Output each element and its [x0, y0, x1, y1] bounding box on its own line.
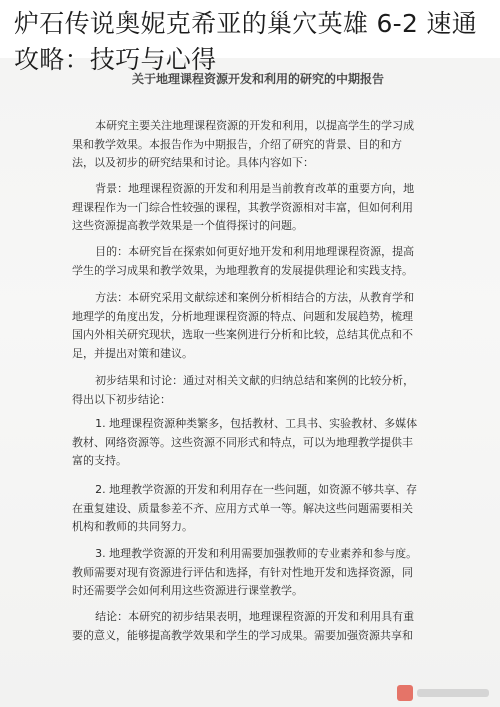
paragraph-background: 背景：地理课程资源的开发和利用是当前教育改革的重要方向，地理课程作为一门综合性较强的课程，其教学资源相对丰富，但如何利用这些资源提高教学效果是一个值得探讨的问题。 — [72, 182, 415, 232]
paragraph-intro: 本研究主要关注地理课程资源的开发和利用，以提高学生的学习成果和教学效果。本报告作为中期报告，介绍了研究的背景、目的和方法，以及初步的研究结果和讨论。具体内容如下： — [72, 119, 415, 169]
paragraph-conclusion: 结论：本研究的初步结果表明，地理课程资源的开发和利用具有重要的意义，能够提高教学效果和学生的学习成果。需要加强资源共享和 — [72, 610, 415, 642]
paragraph-method: 方法：本研究采用文献综述和案例分析相结合的方法，从教育学和地理学的角度出发，分析地理课程资源的特点、问题和发展趋势，梳理国内外相关研究现状，选取一些案例进行分析和比较，总结其优点和不足，并提出对策和建议。 — [72, 291, 415, 360]
list-item-1: 1. 地理课程资源种类繁多，包括教材、工具书、实验教材、多媒体教材、网络资源等。这些资源不同形式和特点，可以为地理教学提供丰富的支持。 — [72, 417, 418, 467]
paragraph-purpose: 目的：本研究旨在探索如何更好地开发和利用地理课程资源，提高学生的学习成果和教学效果，为地理教育的发展提供理论和实践支持。 — [72, 245, 415, 277]
article-headline: 炉石传说奥妮克希亚的巢穴英雄 6-2 速通攻略：技巧与心得 — [14, 9, 478, 74]
paragraph-results: 初步结果和讨论：通过对相关文献的归纳总结和案例的比较分析，得出以下初步结论： — [72, 374, 415, 406]
document-title: 关于地理课程资源开发和利用的研究的中期报告 — [131, 72, 384, 86]
list-item-3: 3. 地理教学资源的开发和利用需要加强教师的专业素养和参与度。教师需要对现有资源进行评估和选择，有针对性地开发和选择资源，同时还需要学会如何利用这些资源进行课堂教学。 — [72, 547, 418, 597]
list-item-2: 2. 地理教学资源的开发和利用存在一些问题，如资源不够共享、存在重复建设、质量参差不齐、应用方式单一等。解决这些问题需要相关机构和教师的共同努力。 — [72, 483, 418, 533]
watermark-logo — [395, 682, 495, 704]
